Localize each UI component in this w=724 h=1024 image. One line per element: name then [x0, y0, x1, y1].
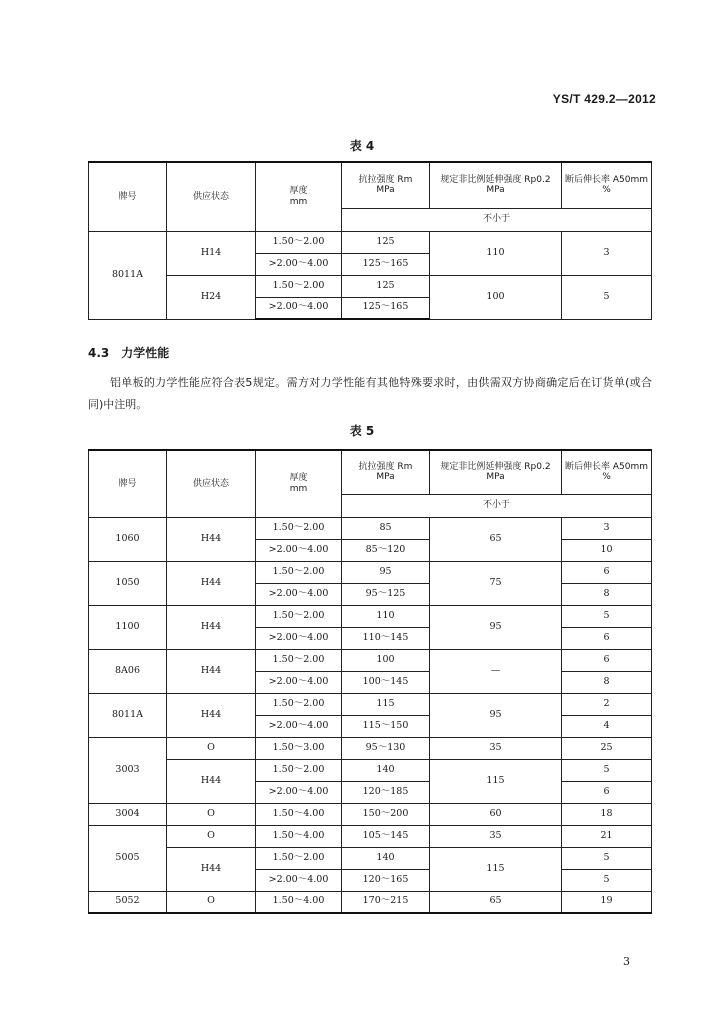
header-thickness-unit: mm [289, 196, 308, 207]
table-cell-tensile: 115～150 [342, 715, 430, 737]
header-yield-unit: MPa [486, 472, 505, 483]
table-cell-grade: 1050 [89, 561, 167, 605]
table4 [88, 161, 652, 320]
table-cell-tensile: 120～185 [342, 781, 430, 803]
header-elongation-unit: % [602, 185, 611, 196]
header-yield-label: 规定非比例延伸强度 Rp0.2 [440, 461, 551, 472]
table-cell-elongation: 25 [562, 737, 652, 759]
table-cell-thickness: >2.00～4.00 [256, 715, 342, 737]
section-heading [88, 344, 169, 361]
table-cell-temper: O [167, 803, 256, 825]
table-cell-elongation: 4 [562, 715, 652, 737]
header-tensile-label: 抗拉强度 Rm [358, 174, 413, 185]
table-cell-elongation: 6 [562, 561, 652, 583]
table-cell-tensile: 125 [342, 231, 430, 253]
table-cell-thickness: 1.50～2.00 [256, 759, 342, 781]
table-cell-tensile: 95～130 [342, 737, 430, 759]
header-thickness [256, 162, 342, 231]
table-cell-elongation: 6 [562, 649, 652, 671]
table-cell-yield: 35 [430, 737, 562, 759]
table-cell-grade: 1060 [89, 517, 167, 561]
table-cell-thickness: 1.50～4.00 [256, 825, 342, 847]
table4-title: 表 4 [349, 139, 375, 153]
table-cell-thickness: 1.50～2.00 [256, 605, 342, 627]
table-cell-thickness: >2.00～4.00 [256, 539, 342, 561]
table-cell-tensile: 100～145 [342, 671, 430, 693]
table-cell-temper: O [167, 891, 256, 913]
table-cell-elongation: 5 [562, 605, 652, 627]
table-cell-tensile: 170～215 [342, 891, 430, 913]
table5-title: 表 5 [349, 424, 375, 438]
header-thickness-unit: mm [289, 483, 308, 494]
header-tensile [342, 450, 430, 494]
header-not-less-than: 不小于 [342, 208, 652, 231]
table-cell-temper: H44 [167, 649, 256, 693]
table-cell-thickness: 1.50～2.00 [256, 847, 342, 869]
header-yield-label: 规定非比例延伸强度 Rp0.2 [440, 174, 551, 185]
table-cell-thickness: 1.50～4.00 [256, 803, 342, 825]
table-cell-yield: 65 [430, 517, 562, 561]
table-cell-elongation: 19 [562, 891, 652, 913]
table-cell-yield: 65 [430, 891, 562, 913]
table-cell-grade: 8011A [89, 231, 167, 319]
table-cell-temper: H44 [167, 605, 256, 649]
table-cell-grade: 8011A [89, 693, 167, 737]
table-cell-elongation: 8 [562, 583, 652, 605]
table-cell-thickness: >2.00～4.00 [256, 869, 342, 891]
table-cell-thickness: 1.50～2.00 [256, 649, 342, 671]
table-cell-thickness: >2.00～4.00 [256, 781, 342, 803]
table-cell-thickness: >2.00～4.00 [256, 297, 342, 319]
header-yield [430, 450, 562, 494]
table-cell-tensile: 95 [342, 561, 430, 583]
section-number: 4.3 [88, 346, 110, 360]
table-cell-temper: H44 [167, 693, 256, 737]
header-thickness [256, 450, 342, 517]
table-cell-elongation: 5 [562, 275, 652, 319]
table-cell-elongation: 21 [562, 825, 652, 847]
table-cell-temper: H24 [167, 275, 256, 319]
table-cell-thickness: 1.50～2.00 [256, 561, 342, 583]
header-yield-unit: MPa [486, 185, 505, 196]
table-cell-yield: 95 [430, 693, 562, 737]
table-cell-thickness: >2.00～4.00 [256, 671, 342, 693]
section-title: 力学性能 [121, 346, 170, 360]
table-cell-elongation: 5 [562, 847, 652, 869]
table-cell-elongation: 6 [562, 627, 652, 649]
table-cell-elongation: 10 [562, 539, 652, 561]
table-cell-elongation: 5 [562, 759, 652, 781]
header-temper: 供应状态 [167, 450, 256, 517]
table-cell-thickness: 1.50～2.00 [256, 693, 342, 715]
table-cell-temper: H44 [167, 847, 256, 891]
header-thickness-label: 厚度 [289, 473, 308, 484]
table-cell-temper: H44 [167, 517, 256, 561]
table-cell-yield: 100 [430, 275, 562, 319]
table-cell-thickness: 1.50～4.00 [256, 891, 342, 913]
table-cell-yield: 115 [430, 759, 562, 803]
standard-code: YS/T 429.2—2012 [552, 92, 656, 106]
table-cell-yield: — [430, 649, 562, 693]
table-cell-temper: O [167, 737, 256, 759]
table-cell-elongation: 2 [562, 693, 652, 715]
header-tensile-unit: MPa [376, 472, 395, 483]
table-cell-yield: 75 [430, 561, 562, 605]
table-cell-yield: 60 [430, 803, 562, 825]
table-cell-tensile: 110 [342, 605, 430, 627]
table-cell-grade: 8A06 [89, 649, 167, 693]
table-cell-thickness: 1.50～3.00 [256, 737, 342, 759]
table-cell-tensile: 150～200 [342, 803, 430, 825]
header-tensile-unit: MPa [376, 185, 395, 196]
table-cell-temper: H44 [167, 561, 256, 605]
table-cell-temper: O [167, 825, 256, 847]
table-cell-thickness: >2.00～4.00 [256, 627, 342, 649]
table-cell-grade: 3004 [89, 803, 167, 825]
header-temper: 供应状态 [167, 162, 256, 231]
header-tensile [342, 162, 430, 208]
table-cell-tensile: 105～145 [342, 825, 430, 847]
table-cell-tensile: 120～165 [342, 869, 430, 891]
header-elongation [562, 450, 652, 494]
header-grade: 牌号 [89, 450, 167, 517]
table5 [88, 449, 652, 914]
table-cell-thickness: 1.50～2.00 [256, 517, 342, 539]
table-cell-grade: 3003 [89, 737, 167, 803]
section-paragraph: 铝单板的力学性能应符合表5规定。需方对力学性能有其他特殊要求时，由供需双方协商确定后在订货单(或合同)中注明。 [88, 376, 652, 411]
table-cell-elongation: 3 [562, 231, 652, 275]
table-cell-tensile: 115 [342, 693, 430, 715]
table-cell-yield: 35 [430, 825, 562, 847]
table-cell-tensile: 100 [342, 649, 430, 671]
table-cell-yield: 115 [430, 847, 562, 891]
header-elongation [562, 162, 652, 208]
table-cell-thickness: 1.50～2.00 [256, 275, 342, 297]
table-cell-elongation: 5 [562, 869, 652, 891]
table-cell-tensile: 125～165 [342, 297, 430, 319]
table-cell-temper: H14 [167, 231, 256, 275]
header-tensile-label: 抗拉强度 Rm [358, 461, 413, 472]
page-number: 3 [623, 955, 630, 968]
table-cell-elongation: 3 [562, 517, 652, 539]
table-cell-thickness: >2.00～4.00 [256, 253, 342, 275]
table-cell-tensile: 125 [342, 275, 430, 297]
table-cell-yield: 95 [430, 605, 562, 649]
table-cell-elongation: 18 [562, 803, 652, 825]
table-cell-tensile: 110～145 [342, 627, 430, 649]
header-not-less-than: 不小于 [342, 494, 652, 517]
table-cell-elongation: 6 [562, 781, 652, 803]
table-cell-thickness: >2.00～4.00 [256, 583, 342, 605]
table-cell-grade: 1100 [89, 605, 167, 649]
table-cell-temper: H44 [167, 759, 256, 803]
header-yield [430, 162, 562, 208]
table-cell-tensile: 95～125 [342, 583, 430, 605]
header-elongation-label: 断后伸长率 A50mm [564, 174, 648, 185]
table-cell-tensile: 125～165 [342, 253, 430, 275]
table-cell-grade: 5052 [89, 891, 167, 913]
table-cell-tensile: 85～120 [342, 539, 430, 561]
table-cell-tensile: 85 [342, 517, 430, 539]
table-cell-thickness: 1.50～2.00 [256, 231, 342, 253]
table-cell-grade: 5005 [89, 825, 167, 891]
header-thickness-label: 厚度 [289, 186, 308, 197]
table-cell-tensile: 140 [342, 759, 430, 781]
table-cell-yield: 110 [430, 231, 562, 275]
header-elongation-unit: % [602, 472, 611, 483]
table-cell-tensile: 140 [342, 847, 430, 869]
header-elongation-label: 断后伸长率 A50mm [564, 461, 648, 472]
header-grade: 牌号 [89, 162, 167, 231]
table-cell-elongation: 8 [562, 671, 652, 693]
